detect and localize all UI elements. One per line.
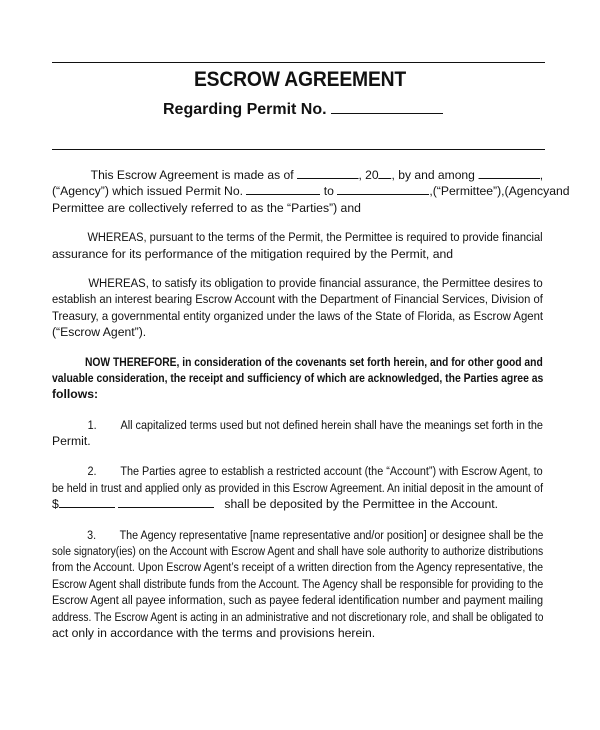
item3-line7: act only in accordance with the terms and provisions herein. (52, 625, 376, 640)
para1-line2 (52, 183, 570, 199)
text: , by and among (391, 168, 475, 182)
party-blank (478, 167, 539, 179)
para2-line2: assurance for its performance of the mitigation required by the Permit, and (52, 246, 454, 261)
item3-line5: Escrow Agent all payee information, such as payee federal identification number and payment mailing (52, 593, 544, 608)
para1-line2-left (52, 183, 433, 199)
para4-line3: follows: (52, 387, 99, 402)
date-blank (297, 167, 358, 179)
item3-line3: from the Account. Upon Escrow Agent’s receipt of a written direction from the Agency representative, the (52, 560, 544, 575)
item2-line3 (52, 496, 543, 512)
text: shall be deposited by the Permittee in the Account. (224, 497, 499, 512)
para3-line3: Treasury, a governmental entity organized under the laws of the State of Florida, as Escrow Agent (52, 308, 544, 323)
year-blank (379, 167, 392, 179)
item3-number: 3. (87, 527, 97, 542)
text: and (549, 184, 570, 199)
permittee-blank (337, 183, 429, 195)
text: (“Agency”) which issued Permit No. (52, 184, 243, 199)
text: , (539, 168, 544, 182)
bottom-rule (52, 149, 545, 150)
item2-text: The Parties agree to establish a restricted account (the “Account”) with Escrow Agent, to (120, 464, 543, 479)
item1-line2: Permit. (52, 434, 91, 449)
item1-number: 1. (87, 417, 97, 432)
item1-text: All capitalized terms used but not defined herein shall have the meanings set forth in the (120, 417, 543, 432)
para3-line1: WHEREAS, to satisfy its obligation to provide financial assurance, the Permittee desires to (88, 275, 543, 290)
item3-line6: address. The Escrow Agent is acting in an administrative and not discretionary role, and shall be obligated to (52, 609, 544, 624)
text: , (429, 184, 433, 199)
amount-blank (59, 496, 115, 508)
para4-line1: NOW THEREFORE, in consideration of the covenants set forth herein, and for other good and (84, 354, 543, 369)
para1-line3: Permittee are collectively referred to as the “Parties”) and (52, 200, 361, 215)
text: to (323, 184, 334, 199)
text: (Agency (504, 184, 550, 199)
para3-line4: (“Escrow Agent”). (52, 325, 147, 340)
subtitle-text: Regarding Permit No. (163, 101, 327, 118)
top-rule (52, 62, 545, 63)
dollar-sign: $ (52, 497, 59, 512)
text: This Escrow Agreement is made as of (90, 168, 294, 182)
document-title: ESCROW AGREEMENT (193, 68, 407, 91)
para4-line2: valuable consideration, the receipt and sufficiency of which are acknowledged, the Parties agree as (52, 370, 544, 385)
text: (“Permittee”), (432, 184, 505, 199)
amount-words-blank (118, 496, 214, 508)
para2-line1: WHEREAS, pursuant to the terms of the Permit, the Permittee is required to provide financial (87, 230, 543, 245)
item2-line1 (52, 463, 543, 479)
para1-line1 (52, 167, 544, 183)
document-subtitle (163, 99, 443, 119)
item1-line1 (52, 417, 543, 433)
permit-blank (246, 183, 320, 195)
text: , 20 (358, 168, 379, 182)
item3-text: The Agency representative [name representative and/or position] or designee shall be the (119, 527, 544, 542)
item2-number: 2. (87, 464, 97, 479)
permit-number-blank (331, 99, 443, 114)
para3-line2: establish an interest bearing Escrow Account with the Department of Financial Services, Division of (52, 292, 543, 307)
item3-line4: Escrow Agent shall distribute funds from the Account. The Agency shall be responsible for providing to the (52, 576, 544, 591)
item3-line2: sole signatory(ies) on the Account with Escrow Agent and shall have sole authority to authorize distributions (52, 544, 544, 559)
item3-line1 (52, 527, 544, 543)
item2-line2: be held in trust and applied only as provided in this Escrow Agreement. An initial deposit in the amount of (52, 480, 544, 495)
document-body (52, 167, 570, 641)
